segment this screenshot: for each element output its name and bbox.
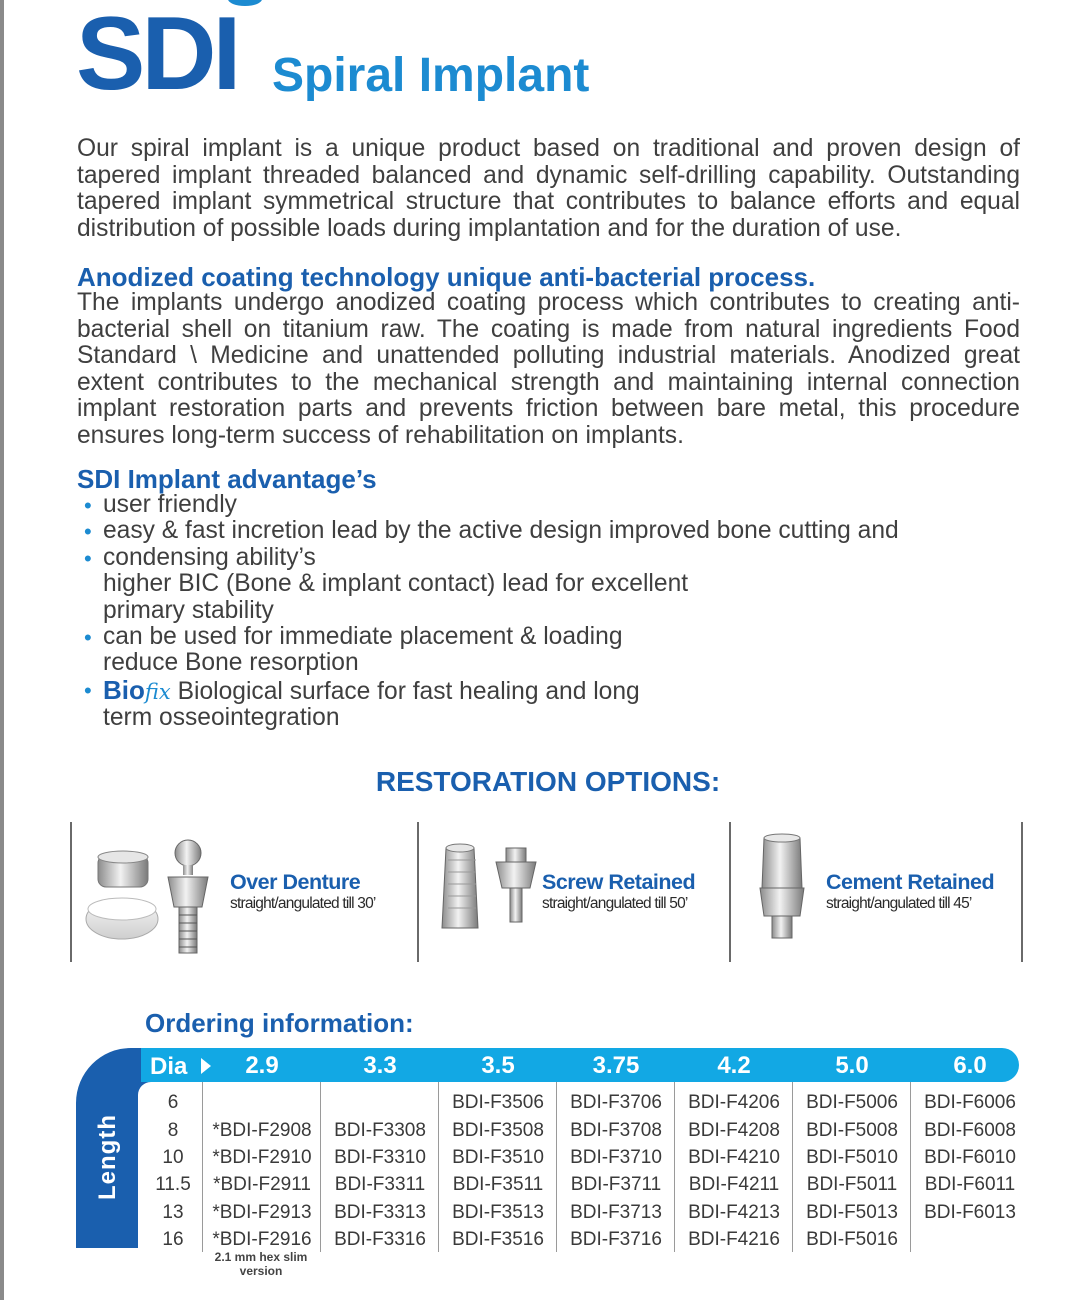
list-item: • condensing ability’s [84, 543, 316, 571]
screw-retained-title: Screw Retained [542, 870, 696, 894]
product-code-cell: BDI-F3506 [452, 1092, 544, 1113]
product-code-cell: BDI-F3713 [570, 1202, 662, 1223]
slim-version-note: 2.1 mm hex slim version [214, 1250, 308, 1278]
advantages-list [84, 492, 984, 732]
bullet-icon: • [84, 545, 92, 571]
diameter-header-cell: 6.0 [953, 1052, 987, 1079]
product-code-cell: BDI-F5011 [806, 1174, 898, 1195]
list-item: • can be used for immediate placement & loading [84, 623, 623, 651]
product-code-cell: BDI-F3710 [570, 1147, 662, 1168]
option-divider [417, 822, 419, 962]
cement-retained-product-icon [752, 832, 812, 947]
product-code-cell: BDI-F3511 [452, 1174, 544, 1195]
dia-label: Dia [150, 1053, 188, 1080]
over-denture-title: Over Denture [230, 870, 361, 894]
product-code-cell: BDI-F3708 [570, 1120, 662, 1141]
product-code-cell: BDI-F3711 [570, 1174, 662, 1195]
product-code-cell: *BDI-F2916 [212, 1229, 312, 1250]
list-item-continuation: term osseointegration [103, 704, 340, 732]
product-code-cell: BDI-F5010 [806, 1147, 898, 1168]
product-code-cell: BDI-F3308 [334, 1120, 426, 1141]
product-code-cell: *BDI-F2911 [213, 1174, 311, 1195]
option-divider [1021, 822, 1023, 962]
diameter-header-cell: 2.9 [245, 1052, 279, 1079]
anodized-heading: Anodized coating technology unique anti-bacterial process. [77, 262, 816, 292]
product-code-cell: BDI-F3310 [334, 1147, 426, 1168]
option-divider [70, 822, 72, 962]
product-code-cell: BDI-F3508 [452, 1120, 544, 1141]
list-item-continuation: higher BIC (Bone & implant contact) lead for excellent [103, 570, 689, 598]
advantages-heading: SDI Implant advantage’s [77, 464, 377, 494]
list-item: • user friendly [84, 491, 237, 518]
length-cell: 8 [167, 1120, 179, 1141]
cement-retained-subtitle: straight/angulated till 45’ [826, 895, 972, 912]
product-code-cell: BDI-F6008 [924, 1120, 1016, 1141]
product-code-cell: BDI-F3510 [452, 1147, 544, 1168]
product-code-cell: BDI-F4206 [688, 1092, 780, 1113]
product-code-cell: BDI-F3313 [334, 1202, 426, 1223]
length-cell: 13 [162, 1202, 184, 1223]
product-code-cell: BDI-F4213 [688, 1202, 780, 1223]
bullet-icon: • [84, 519, 92, 545]
product-code-cell: BDI-F4208 [688, 1120, 780, 1141]
cement-retained-title: Cement Retained [826, 870, 995, 894]
list-item-continuation: primary stability [103, 596, 274, 624]
anodized-paragraph: The implants undergo anodized coating process which contributes to creating anti-bacterial shell on titanium raw. The coating is made from natural ingredients Food Standard \ Medicine and unattended polluting industrial materials. Anodized great extent contributes to the mechanical strength and maintaining internal connection implant restoration parts and prevents friction between bare metal, this procedure ensures long-term success of rehabilitation on implants. [77, 289, 1020, 449]
product-code-cell: BDI-F3316 [334, 1229, 426, 1250]
product-code-cell: *BDI-F2908 [212, 1120, 312, 1141]
length-cell: 16 [162, 1229, 184, 1250]
bullet-icon: • [84, 493, 92, 518]
product-code-cell: BDI-F4210 [688, 1147, 780, 1168]
diameter-header-cell: 3.5 [481, 1052, 515, 1079]
ordering-title: Ordering information: [145, 1008, 414, 1038]
product-code-cell: *BDI-F2913 [212, 1202, 312, 1223]
product-code-cell: BDI-F5006 [806, 1092, 898, 1113]
diameter-header-cell: 5.0 [835, 1052, 869, 1079]
product-code-cell: BDI-F3311 [334, 1174, 426, 1195]
over-denture-product-icon [84, 835, 214, 960]
product-code-cell: BDI-F6006 [924, 1092, 1016, 1113]
screw-retained-subtitle: straight/angulated till 50’ [542, 895, 688, 912]
diameter-header-cell: 3.3 [363, 1052, 397, 1079]
list-item-continuation: reduce Bone resorption [103, 649, 359, 677]
intro-paragraph: Our spiral implant is a unique product based on traditional and proven design of tapered implant threaded balanced and dynamic self-drilling capability. Outstanding tapered implant symmetrical structure that contributes to balance efforts and equal distribution of possible loads during implantation and for the duration of use. [77, 135, 1020, 242]
product-code-cell: BDI-F3716 [570, 1229, 662, 1250]
screw-retained-product-icon [438, 840, 538, 940]
product-code-cell: BDI-F3706 [570, 1092, 662, 1113]
restoration-title: RESTORATION OPTIONS: [375, 766, 721, 797]
product-code-cell: BDI-F3516 [452, 1229, 544, 1250]
length-cell: 10 [162, 1147, 184, 1168]
biofix-logo: Biofix [103, 674, 171, 705]
product-code-cell: BDI-F5008 [806, 1120, 898, 1141]
diameter-header-cell: 3.75 [592, 1052, 640, 1079]
product-code-cell: BDI-F6011 [924, 1174, 1016, 1195]
diameter-header-cell: 4.2 [717, 1052, 751, 1079]
option-divider [729, 822, 731, 962]
list-item: • Biofix Biological surface for fast healing and long [84, 674, 640, 705]
list-item: • easy & fast incretion lead by the active design improved bone cutting and [84, 517, 899, 545]
brand-title: SDI [76, 0, 238, 112]
over-denture-subtitle: straight/angulated till 30’ [230, 895, 376, 912]
product-code-cell: BDI-F4216 [688, 1229, 780, 1250]
product-code-cell: *BDI-F2910 [212, 1147, 312, 1168]
bullet-icon: • [84, 625, 92, 651]
product-code-cell: BDI-F5013 [806, 1202, 898, 1223]
product-code-cell: BDI-F5016 [806, 1229, 898, 1250]
length-axis-label: Length [94, 1114, 121, 1200]
length-cell: 11.5 [155, 1174, 191, 1195]
product-subtitle: Spiral Implant [272, 49, 590, 102]
length-cell: 6 [167, 1092, 179, 1113]
page-left-edge [0, 0, 4, 1300]
product-code-cell: BDI-F6013 [924, 1202, 1016, 1223]
product-code-cell: BDI-F6010 [924, 1147, 1016, 1168]
product-code-cell: BDI-F4211 [688, 1174, 780, 1195]
bullet-icon: • [84, 677, 92, 703]
product-code-cell: BDI-F3513 [452, 1202, 544, 1223]
